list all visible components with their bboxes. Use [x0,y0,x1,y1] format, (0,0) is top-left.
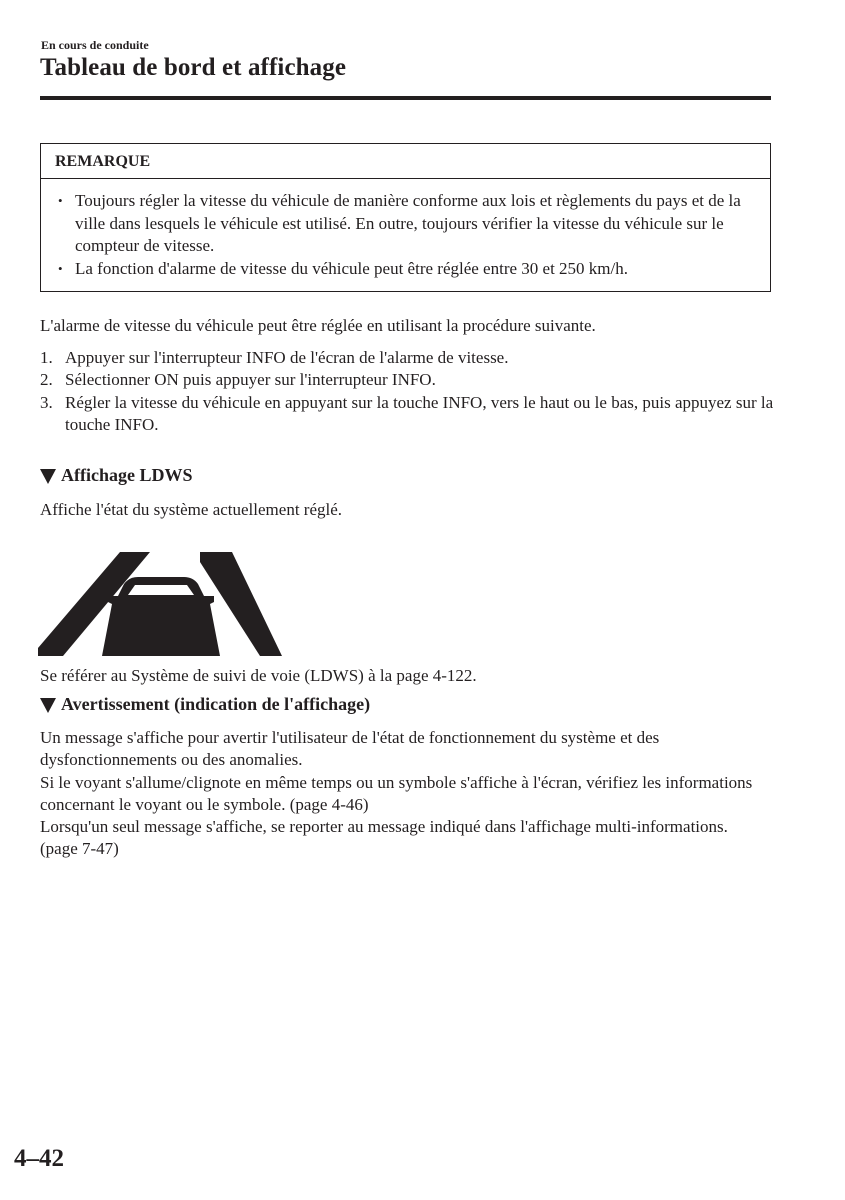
triangle-down-icon [40,469,56,484]
step-text: Appuyer sur l'interrupteur INFO de l'écran de l'alarme de vitesse. [65,348,509,367]
warning-paragraph: Lorsqu'un seul message s'affiche, se reporter au message indiqué dans l'affichage multi-informations. (page 7-47) [40,817,728,859]
ldws-reference: Se référer au Système de suivi de voie (LDWS) à la page 4-122. [40,666,477,685]
speed-alarm-intro: L'alarme de vitesse du véhicule peut être réglée en utilisant la procédure suivante. [40,316,596,335]
warning-heading [40,694,370,715]
ldws-heading [40,465,193,486]
warning-body [40,727,765,861]
step-number: 1. [40,348,53,367]
note-item: • La fonction d'alarme de vitesse du véhicule peut être réglée entre 30 et 250 km/h. [75,258,750,281]
page-title: Tableau de bord et affichage [40,54,347,81]
ldws-lane-car-icon [38,552,282,656]
section-label: En cours de conduite [41,38,149,52]
warning-heading-text: Avertissement (indication de l'affichage) [61,694,371,714]
step-text: Régler la vitesse du véhicule en appuyant sur la touche INFO, vers le haut ou le bas, puis appuyez sur la touche INFO. [65,392,774,434]
warning-paragraph: Si le voyant s'allume/clignote en même temps ou un symbole s'affiche à l'écran, vérifiez les informations concernant le voyant ou le symbole. (page 4-46) [40,772,753,814]
step-item [40,347,780,369]
step-item [40,392,780,437]
ldws-description: Affiche l'état du système actuellement réglé. [40,500,343,519]
car-windshield [128,585,194,595]
step-number: 3. [40,392,53,412]
title-rule [40,96,771,100]
note-box [40,143,771,292]
ldws-heading-text: Affichage LDWS [61,465,193,485]
note-list [41,179,770,280]
step-item [40,369,780,391]
triangle-down-icon [40,698,56,713]
note-heading: REMARQUE [41,144,770,179]
step-number: 2. [40,370,53,390]
step-text: Sélectionner ON puis appuyer sur l'interrupteur INFO. [65,370,436,390]
speed-alarm-steps [40,347,780,436]
note-item: • Toujours régler la vitesse du véhicule de manière conforme aux lois et règlements du pays et de la ville dans lesquels le véhicule est utilisé. En outre, toujours vérifier la vitesse du véhicule sur le compteur de vitesse. [75,190,750,258]
page-number: 4–42 [14,1145,64,1172]
warning-paragraph: Un message s'affiche pour avertir l'utilisateur de l'état de fonctionnement du système et des dysfonctionnements ou des anomalies. [40,728,660,770]
